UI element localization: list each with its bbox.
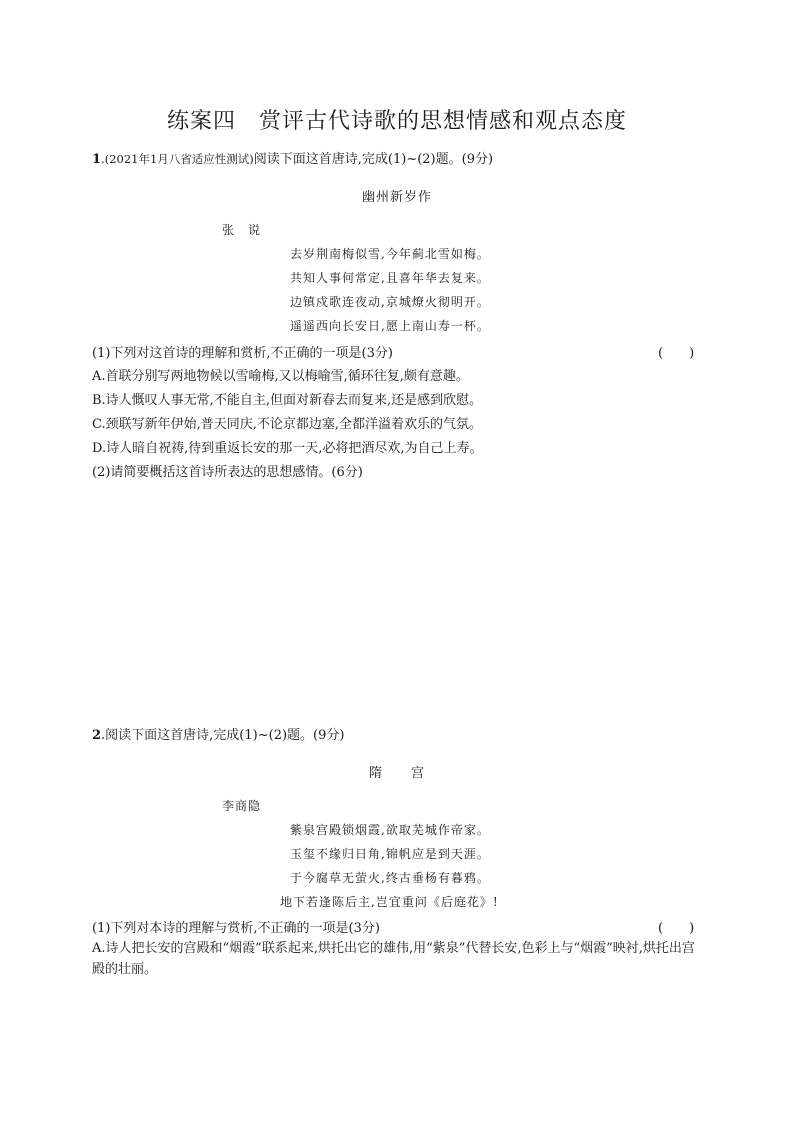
question-2-header	[92, 724, 344, 743]
question-2-number: 2	[92, 728, 102, 743]
poem-2-title: 隋 宫	[368, 766, 425, 781]
poem-2-line: 玉玺不缘归日角,锦帆应是到天涯。	[290, 847, 490, 861]
question-1-source: .(2021年1月八省适应性测试)	[101, 152, 254, 166]
question-2-instruction: .阅读下面这首唐诗,完成(1)~(2)题。(9分)	[101, 728, 345, 743]
poem-2-line: 紫泉宫殿锁烟霞,欲取芜城作帝家。	[290, 823, 490, 837]
q1-sub1-answer-blank: ( )	[658, 346, 695, 361]
poem-1-line: 遥遥西向长安日,愿上南山寿一杯。	[290, 319, 490, 333]
q2-sub1-prompt: (1)下列对本诗的理解与赏析,不正确的一项是(3分)	[92, 921, 380, 936]
q2-sub1-answer-blank: ( )	[658, 921, 695, 936]
poem-2-line: 于今腐草无萤火,终古垂杨有暮鸦。	[290, 871, 490, 885]
q2-option-a: A.诗人把长安的宫殿和“烟霞”联系起来,烘托出它的雄伟,用“紫泉”代替长安,色彩上与“烟霞”映衬,烘托出宫殿的壮丽。	[92, 941, 695, 977]
poem-2-author: 李商隐	[222, 799, 262, 813]
poem-1-author: 张 说	[222, 223, 262, 237]
q1-option-b: B.诗人慨叹人事无常,不能自主,但面对新春去而复来,还是感到欣慰。	[92, 393, 483, 408]
poem-1-line: 共知人事何常定,且喜年华去复来。	[290, 271, 490, 285]
poem-1-line: 边镇戍歌连夜动,京城燎火彻明开。	[290, 295, 490, 309]
poem-1-line: 去岁荆南梅似雪,今年蓟北雪如梅。	[290, 247, 490, 261]
page-title: 练案四 赏评古代诗歌的思想情感和观点态度	[166, 109, 627, 134]
q1-sub1-prompt: (1)下列对这首诗的理解和赏析,不正确的一项是(3分)	[92, 346, 393, 361]
question-1-header	[92, 148, 493, 167]
q1-option-c: C.颈联写新年伊始,普天同庆,不论京都边塞,全都洋溢着欢乐的气氛。	[92, 417, 483, 432]
question-1-instruction: 阅读下面这首唐诗,完成(1)~(2)题。(9分)	[253, 152, 494, 167]
q1-option-a: A.首联分别写两地物候以雪喻梅,又以梅喻雪,循环往复,颇有意趣。	[92, 369, 469, 384]
poem-1-title: 幽州新岁作	[361, 190, 432, 205]
question-1-number: 1	[92, 152, 102, 167]
q1-sub2-prompt: (2)请简要概括这首诗所表达的思想感情。(6分)	[92, 465, 363, 480]
q1-option-d: D.诗人暗自祝祷,待到重返长安的那一天,必将把酒尽欢,为自己上寿。	[92, 441, 483, 456]
poem-2-line: 地下若逢陈后主,岂宜重问《后庭花》!	[280, 895, 499, 909]
